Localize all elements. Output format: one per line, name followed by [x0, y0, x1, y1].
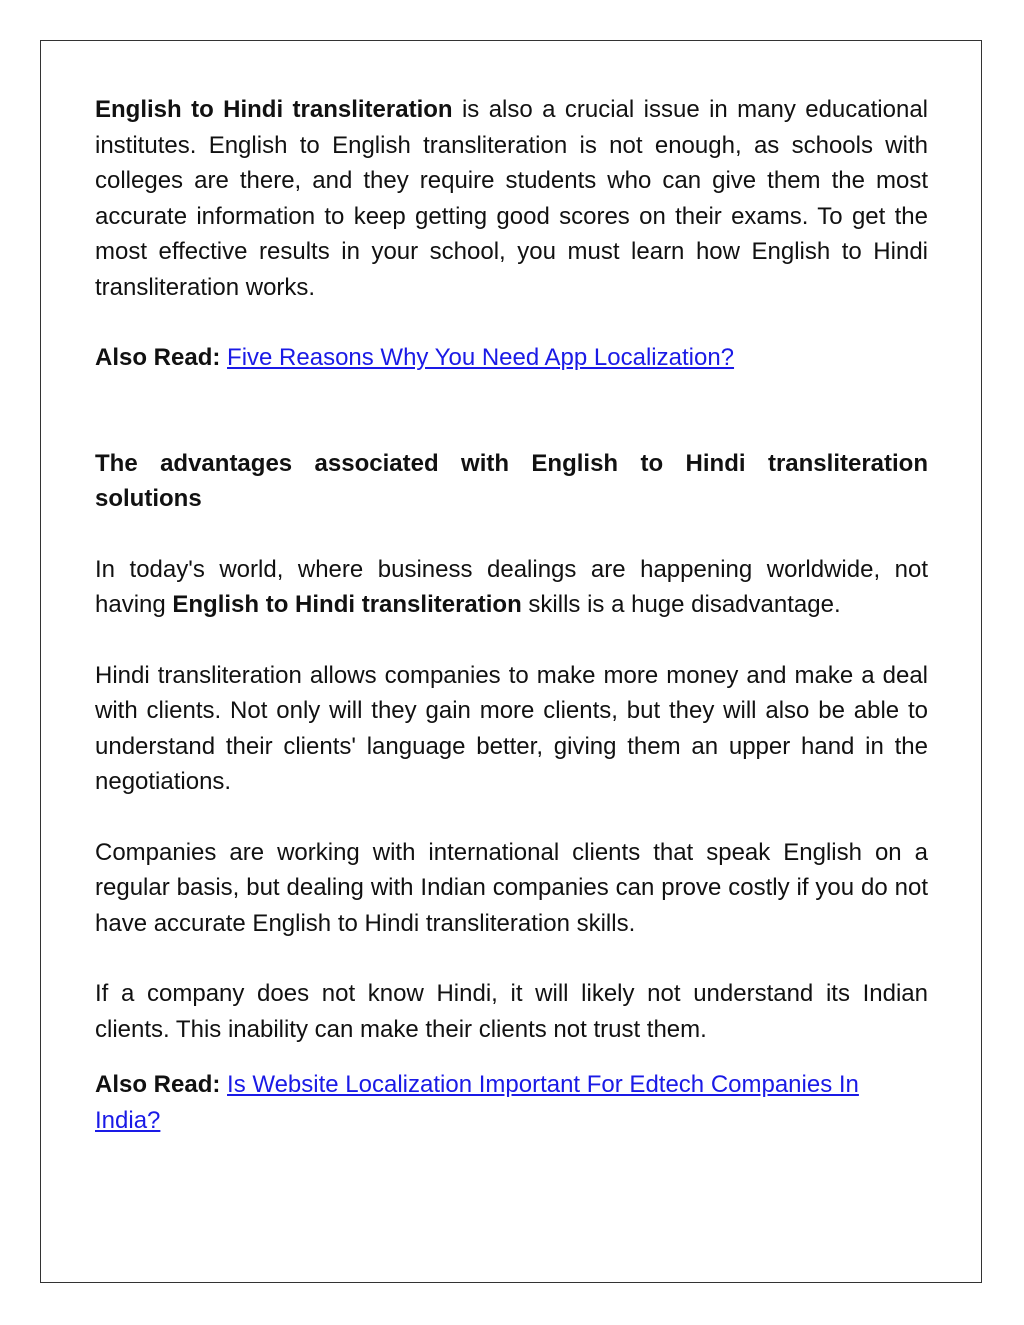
- paragraph-company-trust: If a company does not know Hindi, it will likely not understand its Indian clients. This inability can make their clients not trust them.: [95, 980, 928, 1043]
- also-read-2: [95, 1067, 928, 1138]
- intro-paragraph: [95, 92, 928, 305]
- paragraph2-before: In today's world, where business dealings are happening worldwide, not having: [95, 555, 928, 618]
- also-read-1-link[interactable]: Five Reasons Why You Need App Localization?: [227, 344, 735, 371]
- intro-text: is also a crucial issue in many educational institutes. English to English transliteration is not enough, as schools with colleges are there, and they require students who can give them the most accurate information to keep getting good scores on their exams. To get the most effective results in your school, you must learn how English to Hindi transliteration works.: [95, 96, 928, 301]
- intro-bold-lead: English to Hindi transliteration: [95, 96, 453, 123]
- document-body: [95, 92, 928, 1138]
- paragraph-business-dealings: [95, 552, 928, 623]
- also-read-2-link[interactable]: Is Website Localization Important For Edtech Companies In India?: [95, 1071, 859, 1134]
- also-read-1-label: Also Read:: [95, 344, 221, 371]
- paragraph-hindi-transliteration: Hindi transliteration allows companies to make more money and make a deal with clients. Not only will they gain more clients, but they will also be able to understand their clients' language better, giving them an upper hand in the negotiations.: [95, 661, 928, 795]
- paragraph2-bold: English to Hindi transliteration: [172, 591, 522, 618]
- paragraph-international-clients: Companies are working with international clients that speak English on a regular basis, but dealing with Indian companies can prove costly if you do not have accurate English to Hindi transliteration skills.: [95, 838, 928, 937]
- also-read-1: [95, 340, 928, 376]
- section-heading: The advantages associated with English to Hindi transliteration solutions: [95, 449, 928, 512]
- paragraph2-after: skills is a huge disadvantage.: [521, 591, 841, 618]
- also-read-2-label: Also Read:: [95, 1071, 221, 1098]
